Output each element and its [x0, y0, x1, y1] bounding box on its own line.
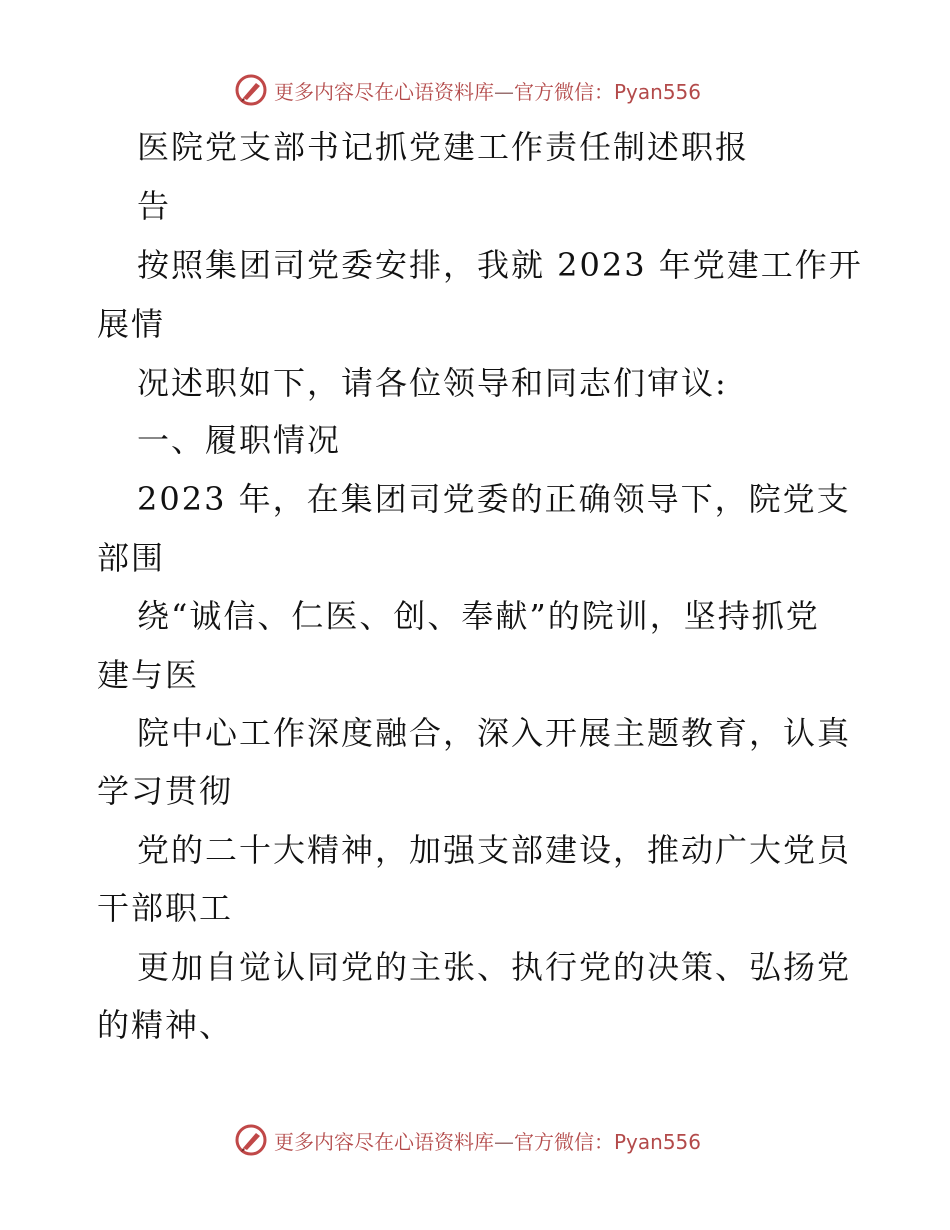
- paragraph-line: 更加自觉认同党的主张、执行党的决策、弘扬党: [137, 948, 852, 986]
- paragraph-line: 院中心工作深度融合，深入开展主题教育，认真: [137, 714, 852, 752]
- paragraph-line: 干部职工: [97, 889, 234, 927]
- document-title-line-2: 告: [137, 187, 172, 225]
- paragraph-line: 况述职如下，请各位领导和同志们审议:: [137, 364, 728, 402]
- paragraph-line: 的精神、: [97, 1006, 234, 1044]
- paragraph-line: 学习贯彻: [97, 772, 234, 810]
- section-heading: 一、履职情况: [137, 421, 342, 459]
- paragraph-line: 展情: [97, 305, 166, 343]
- header-watermark: [234, 72, 701, 108]
- pen-logo-icon: [234, 73, 268, 107]
- paragraph-line: 按照集团司党委安排，我就 2023 年党建工作开: [137, 246, 863, 284]
- pen-logo-icon: [234, 1123, 268, 1157]
- footer-watermark: [234, 1122, 701, 1158]
- watermark-text: 更多内容尽在心语资料库—官方微信：Pyan556: [274, 79, 702, 104]
- document-title-line-1: 医院党支部书记抓党建工作责任制述职报: [137, 128, 750, 166]
- watermark-text: 更多内容尽在心语资料库—官方微信：Pyan556: [274, 1129, 702, 1154]
- paragraph-line: 建与医: [97, 656, 200, 694]
- paragraph-line: 部围: [97, 539, 166, 577]
- paragraph-line: 2023 年，在集团司党委的正确领导下，院党支: [137, 480, 851, 518]
- paragraph-line: 党的二十大精神，加强支部建设，推动广大党员: [137, 831, 852, 869]
- paragraph-line: 绕“诚信、仁医、创、奉献”的院训，坚持抓党: [137, 597, 820, 635]
